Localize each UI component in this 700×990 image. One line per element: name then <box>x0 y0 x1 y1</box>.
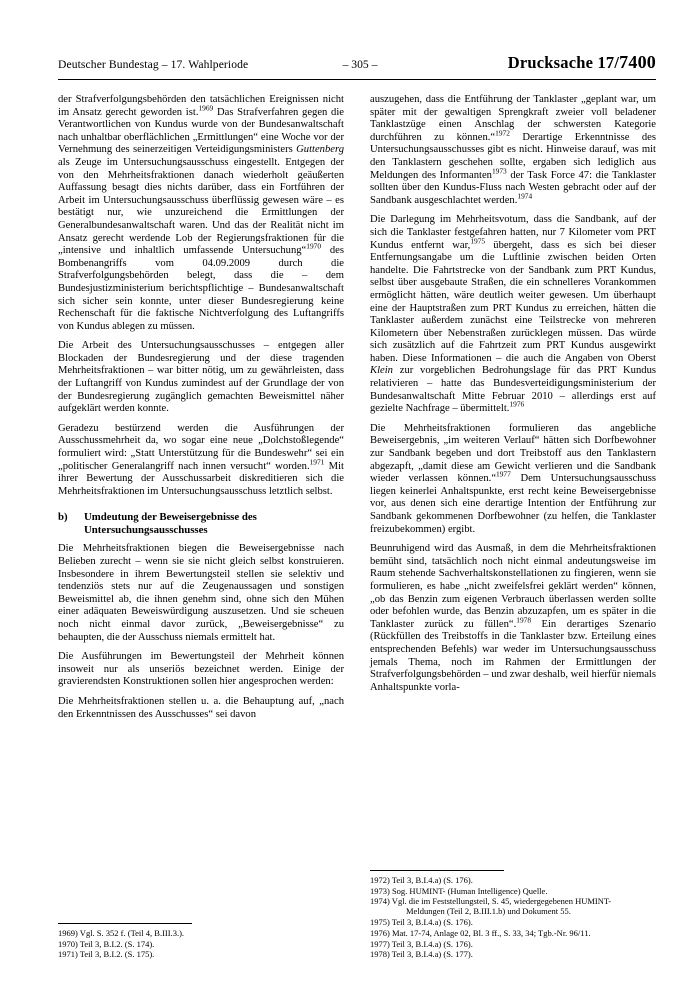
footnote-item: 1971) Teil 3, B.I.2. (S. 175). <box>58 949 155 960</box>
left-column <box>58 94 344 960</box>
footnote-item: 1969) Vgl. S. 352 f. (Teil 4, B.III.3.). <box>58 927 185 938</box>
paragraph: Die Mehrheitsfraktionen biegen die Beweisergebnisse nach Belieben zurecht – wenn sie sie nicht gleich selbst konstruieren. Insbesondere in ihrem Bewertungsteil stellen sie selektiv und tendenziös stets nur auf die Zeugenaussagen und sonstigen Beweismittel ab, die ihnen genehm sind, ohne sich den Mühen einer adäquaten Beweiswürdigung auszusetzen. Und sie scheuen noch nicht einmal davor zurück, „Beweisergebnisse“ zu behaupten, die der Ausschuss niemals ermittelt hat. <box>58 543 344 643</box>
left-footnotes <box>58 919 344 960</box>
paragraph: Die Mehrheitsfraktionen formulieren das angebliche Beweisergebnis, „im weiteren Verlauf“ hätten sich Dorfbewohner zur Sandbank begeben und dort Treibstoff aus den Tanklastern abgezapft, „damit diese am Gewicht verlieren und die Sandbank wieder verlassen können.“$^{1977}$ Dem Untersuchungsausschuss liegen keinerlei Anhaltspunkte, erst recht keine Beweisergebnisse vor, aus denen sich eine derartige Intention der Entführung zur Sandbank gekommenen Dorfbewohner (zu helfen, die Tanklaster freizubekommen) ergibt. <box>370 422 656 535</box>
header-page-number: – 305 – <box>342 58 378 71</box>
footnote-divider <box>58 923 192 924</box>
paragraph: Die Ausführungen im Bewertungsteil der Mehrheit können insoweit nur als unseriös bezeichnet werden. Einige der gravierendsten Konstruktionen sollen hier angesprochen werden: <box>58 651 344 688</box>
left-column-body <box>58 94 344 919</box>
footnote-item: 1975) Teil 3, B.I.4.a) (S. 176). <box>370 917 473 928</box>
paragraph: Die Arbeit des Untersuchungsausschusses – entgegen aller Blockaden der Bundesregierung und der diese tragenden Mehrheitsfraktionen – war bitter nötig, um zu gewährleisten, dass der Luftangriff von Kundus zumindest auf der Grundlage der von der Bundesregierung zugänglich gemachten Beweismittel näher aufgeklärt werden konnte. <box>58 340 344 415</box>
paragraph: Die Darlegung im Mehrheitsvotum, dass die Sandbank, auf der sich die Tanklaster festgefahren hatten, nur 7 Kilometer vom PRT Kundus entfernt war,$^{1975}$ übergeht, dass es sich bei dieser Entfernungsangabe um die Luftlinie zwischen beiden Orten handelte. Die Fahrtstrecke von der Sandbank zum PRT Kundus, selbst über ausgebaute Straßen, die ein schnelleres Vorankommen ermöglicht hätten, wäre deutlich weiter gewesen. Um überhaupt eine der Hauptstraßen zum PRT Kundus zu erreichen, hätten die Tanklaster außerdem zunächst eine Teilstrecke von mehreren Kilometern über Nebenstraßen zurücklegen müssen. Das würde sich zusätzlich auf die Fahrtzeit zum PRT Kundus ausgewirkt haben. Diese Informationen – die auch die Angaben von Oberst Klein zur vorgeblichen Bedrohungslage für das PRT Kundus relativieren – hatte das Bundesverteidigungsministerium der Bundesanwaltschaft Mitte Februar 2010 – allerdings erst auf gezielte Nachfrage – übermittelt.$^{1976}$ <box>370 214 656 415</box>
header-drucksache <box>508 52 656 73</box>
footnote-item: 1970) Teil 3, B.I.2. (S. 174). <box>58 938 155 949</box>
footnote-item: 1973) Sog. HUMINT- (Human Intelligence) Quelle. <box>370 885 548 896</box>
paragraph: Geradezu bestürzend werden die Ausführungen der Ausschussmehrheit da, wo sogar eine neue „Dolchstoßlegende“ formuliert wird: „Statt Unterstützung für die Bundeswehr“ sei ein „politischer Generalangriff nach innen versucht“ worden.$^{1971}$ Mit ihrer Bewertung der Ausschussarbeit diskreditieren sich die Mehrheitsfraktionen im Untersuchungsausschuss letztlich selbst. <box>58 422 344 497</box>
drucksache-period: 17/ <box>597 53 620 72</box>
paragraph: Die Mehrheitsfraktionen stellen u. a. die Behauptung auf, „nach den Erkenntnissen des Ausschusses“ sei davon <box>58 695 344 720</box>
drucksache-label: Drucksache <box>507 53 594 72</box>
footnote-continuation: Meldungen (Teil 2, B.III.1.b) und Dokument 55. <box>406 906 571 917</box>
right-column-body <box>370 94 656 866</box>
footnote-item: 1978) Teil 3, B.I.4.a) (S. 177). <box>370 949 473 960</box>
paragraph: auszugehen, dass die Entführung der Tanklaster „geplant war, um später mit der gewaltigen Sprengkraft zweier voll beladener Tanklastzüge einen Anschlag der schwersten Kategorie durchführen zu können.“$^{1972}$ Derartige Erkenntnisse des Untersuchungsausschusses gibt es nicht. Hinweise darauf, was mit den Tanklastern geschehen sollte, ergaben sich lediglich aus Meldungen des Informanten$^{1973}$ der Task Force 47: die Tanklaster sollten über den Kundus-Fluss nach Westen gebracht oder auf der Sandbank ausgeschlachtet werden.$^{1974}$ <box>370 94 656 206</box>
footnote-divider <box>370 870 504 871</box>
paragraph: der Strafverfolgungsbehörden den tatsächlichen Ereignissen nicht im Ansatz gerecht geworden ist.$^{1969}$ Das Strafverfahren gegen die Verantwortlichen von Kundus wurde von der Bundesanwaltschaft nach unhaltbar oberflächlichen „Ermittlungen“ eine Woche vor der Vernehmung des seinerzeitigen Verteidigungsministers Guttenberg als Zeuge im Untersuchungsausschuss eingestellt. Entgegen der von den Mehrheitsfraktionen danach wiederholt geäußerten Auffassung besagt dies nichts darüber, dass ein Fortführen der Arbeit im Untersuchungsausschuss überflüssig gewesen wäre – es bestätigt nur, wie unzureichend die Ermittlungen der Generalbundesanwaltschaft waren. Und das der Realität nicht im Ansatz gerecht werdende Lob der Regierungsfraktionen für die „intensive und inhaltlich umfassende Untersuchung“$^{1970}$ des Bombenangriffs vom 04.09.2009 durch die Strafverfolgungsbehörden belegt, dass die – dem Bundesjustizministerium berichtspflichtige – Bundesanwaltschaft sich sicher sein konnte, unter dieser Bundesregierung keine Rechenschaft für die faktische Nichtverfolgung des Luftangriffs von Kundus ablegen zu müssen. <box>58 94 344 332</box>
section-title: Umdeutung der Beweisergebnisse des Untersuchungsausschusses <box>84 511 257 537</box>
right-column <box>370 94 656 960</box>
header-divider <box>58 79 656 80</box>
footnote-item <box>370 896 656 916</box>
paragraph: Beunruhigend wird das Ausmaß, in dem die Mehrheitsfraktionen bemüht sind, tatsächlich noch nicht einmal andeutungsweise im Raum stehende Sachverhaltskonstellationen zu fingieren, wenn sie formulieren, es habe „nicht zweifelsfrei geklärt werden“ können, „ob das Benzin zum eigenen Verbrauch überlassen werden sollte oder befohlen wurde, das Benzin abzuzapfen, um es später in die Tanklaster zurück zu füllen“.$^{1978}$ Ein derartiges Szenario (Rückfüllen des Treibstoffs in die Tanklaster bzw. Erteilung eines entsprechenden Befehls) war weder im Untersuchungsausschuss jemals Thema, noch im Rahmen der Ermittlungen der Strafverfolgungsbehörden – und zwar deshalb, weil hierfür niemals Anhaltspunkte vorla- <box>370 543 656 693</box>
header-parliament-label: Deutscher Bundestag – 17. Wahlperiode <box>58 58 249 71</box>
footnote-item: 1977) Teil 3, B.I.4.a) (S. 176). <box>370 938 473 949</box>
two-column-layout <box>58 94 656 960</box>
section-heading-b <box>58 511 344 537</box>
drucksache-number: 7400 <box>619 52 656 72</box>
section-label: b) <box>58 511 68 524</box>
page-header <box>58 52 656 77</box>
footnote-item: 1976) Mat. 17-74, Anlage 02, Bl. 3 ff., S. 33, 34; Tgb.-Nr. 96/11. <box>370 927 591 938</box>
right-footnotes <box>370 866 656 960</box>
footnote-item: 1972) Teil 3, B.I.4.a) (S. 176). <box>370 874 473 885</box>
footnote-text: 1974) Vgl. die im Feststellungsteil, S. 45, wiedergegebenen HUMINT- <box>370 896 612 907</box>
